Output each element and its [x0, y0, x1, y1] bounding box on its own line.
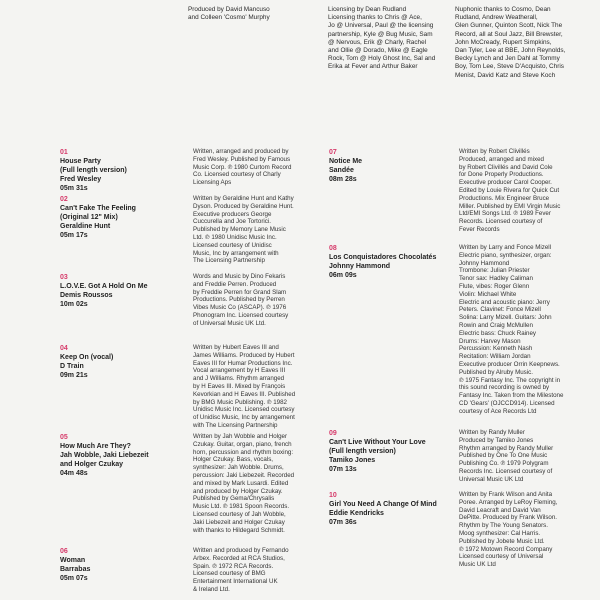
track-credit: Written and produced by Fernando Arbex. Recorded at RCA Studios, Spain. ℗ 1972 RCA Records. Licensed courtesy of BMG Entertainment International UK & Ireland Ltd.: [193, 547, 289, 593]
track-credit: Written by Frank Wilson and Anita Poree. Arranged by LeRoy Fleming, David Leacraft and David Van DePitte. Produced by Frank Wilson. Rhythm by The Young Senators. Moog synthesizer: Cal Harris. Published by Jobete Music Ltd. ℗ 1972 Motown Record Company Licensed courtesy of Universal Music UK Ltd: [459, 491, 558, 569]
track-08: [329, 244, 454, 280]
track-credit: Words and Music by Dino Fekaris and Freddie Perren. Produced by Freddie Perren for Grand Slam Productions. Published by Perren Vibes Music Co (ASCAP). ℗ 1976 Phonogram Inc. Licensed courtesy of Universal Music UK Ltd.: [193, 273, 289, 327]
track-credit: Written by Geraldine Hunt and Kathy Dyson. Produced by Geraldine Hunt. Executive producers George Cuccurella and Joe Tortorici. Published by Memory Lane Music Ltd. ℗ 1980 Unidisc Music Inc. Licensed courtesy of Unidisc Music, Inc by arrangement with The Licensing Partnership: [193, 195, 294, 265]
track-number: 05: [60, 434, 68, 441]
track-02: [60, 195, 185, 240]
track-number: 04: [60, 345, 68, 352]
track-number: 02: [60, 196, 68, 203]
track-title: L.O.V.E. Got A Hold On Me Demis Roussos 10m 02s: [60, 283, 148, 308]
track-01: [60, 148, 185, 193]
track-10: [329, 491, 454, 527]
track-credit: Written by Jah Wobble and Holger Czukay. Guitar, organ, piano, french horn, percussion and rhythm boxing: Holger Czukay. Bass, vocals, synthesizer: Jah Wobble. Drums, percussion: Jaki Liebezeit. Recorded and mixed by Mark Lusardi. Edited and produced by Holger Czukay. Published by Gema/Chrysalis Music Ltd. ℗ 1981 Spoon Records. Licensed courtesy of Jah Wobble, Jaki Liebezeit and Holger Czukay with thanks to Hildegard Schmidt.: [193, 433, 295, 534]
track-title: Keep On (vocal) D Train 09m 21s: [60, 354, 114, 379]
track-credit: Written by Robert Clivillés Produced, arranged and mixed by Robert Clivillés and David Cole for Done Properly Productions. Executive producer Carol Cooper. Edited by Louie Rivera for Quick Cut Productions. Mix Engineer Bruce Miller. Published by EMI Virgin Music Ltd/EMI Songs Ltd. ℗ 1989 Fever Records. Licensed courtesy of Fever Records: [459, 148, 561, 233]
track-credit: Written, arranged and produced by Fred Wesley. Published by Famous Music Corp. ℗ 1980 Curtom Record Co. Licensed courtesy of Charly Licensing Aps: [193, 148, 292, 187]
production-credit: Produced by David Mancuso and Colleen 'Cosmo' Murphy: [188, 6, 270, 22]
track-number: 10: [329, 492, 337, 499]
track-number: 09: [329, 430, 337, 437]
track-title: Woman Barrabas 05m 07s: [60, 557, 91, 582]
track-title: Can't Fake The Feeling (Original 12" Mix) Geraldine Hunt 05m 17s: [60, 205, 136, 239]
track-number: 08: [329, 245, 337, 252]
track-05: [60, 433, 185, 478]
track-03: [60, 273, 185, 309]
track-06: [60, 547, 185, 583]
track-number: 01: [60, 149, 68, 156]
licensing-credit: Licensing by Dean Rudland Licensing thanks to Chris @ Ace, Jo @ Universal, Paul @ the licensing partnership, Kyle @ Bug Music, Sam @ Nervous, Erik @ Charly, Rachel and Ollie @ Dorado, Mike @ Eagle Rock, Tom @ Holy Ghost Inc, Sal and Erika at Fever and Arthur Baker: [328, 6, 436, 71]
track-credit: Written by Hubert Eaves III and James Williams. Produced by Hubert Eaves III for Humar Productions Inc. Vocal arrangement by H Eaves III and J Williams. Rhythm arranged by H Eaves III. Mixed by François Kevorkian and H Eaves III. Published by BMG Music Publishing. ℗ 1982 Unidisc Music Inc. Licensed courtesy of Unidisc Music, Inc by arrangement with The Licensing Partnership: [193, 344, 296, 429]
track-09: [329, 429, 454, 474]
track-title: Can't Live Without Your Love (Full length version) Tamiko Jones 07m 13s: [329, 439, 426, 473]
track-04: [60, 344, 185, 380]
track-number: 07: [329, 149, 337, 156]
track-number: 06: [60, 548, 68, 555]
track-title: How Much Are They? Jah Wobble, Jaki Liebezeit and Holger Czukay 04m 48s: [60, 443, 149, 477]
track-number: 03: [60, 274, 68, 281]
track-credit: Written by Randy Muller Produced by Tamiko Jones Rhythm arranged by Randy Muller Published by One To One Music Publishing Co. ℗ 1979 Polygram Records Inc. Licensed courtesy of Universal Music UK Ltd: [459, 429, 554, 483]
track-credit: Written by Larry and Fonce Mizell Electric piano, synthesizer, organ: Johnny Hammond Trombone: Julian Priester Tenor sax: Hadley Caliman Flute, vibes: Roger Glenn Violin: Michael White Electric and acoustic piano: Jerry Peters. Clavinet: Fonce Mizell Solina: Larry Mizell. Guitars: John Rowin and Craig McMullen Electric bass: Chuck Rainey Drums: Harvey Mason Percussion: Kenneth Nash Recitation: William Jordan Executive producer Orrin Keepnews. Published by Alruby Music. ℗ 1975 Fantasy Inc. The copyright in this sound recording is owned by Fantasy Inc. Taken from the Milestone CD 'Gears' (OJCCD914). Licensed courtesy of Ace Records Ltd: [459, 244, 564, 415]
track-title: Los Conquistadores Chocolatés Johnny Hammond 06m 09s: [329, 254, 437, 279]
thanks-credit: Nuphonic thanks to Cosmo, Dean Rudland, Andrew Weatherall, Glen Gunner, Quinton Scott, Nick The Record, all at Soul Jazz, Bill Brewster, John McCready, Rupert Simpkins, Dan Tyler, Lee at BBE, John Reynolds, Becky Lynch and Jen Dahl at Tommy Boy, Tom Lee, Steve D'Acquisto, Chris Menist, David Katz and Steve Koch: [455, 6, 566, 79]
track-07: [329, 148, 449, 184]
track-title: Notice Me Sandée 08m 28s: [329, 158, 363, 183]
track-title: House Party (Full length version) Fred Wesley 05m 31s: [60, 158, 127, 192]
track-title: Girl You Need A Change Of Mind Eddie Kendricks 07m 36s: [329, 501, 437, 526]
